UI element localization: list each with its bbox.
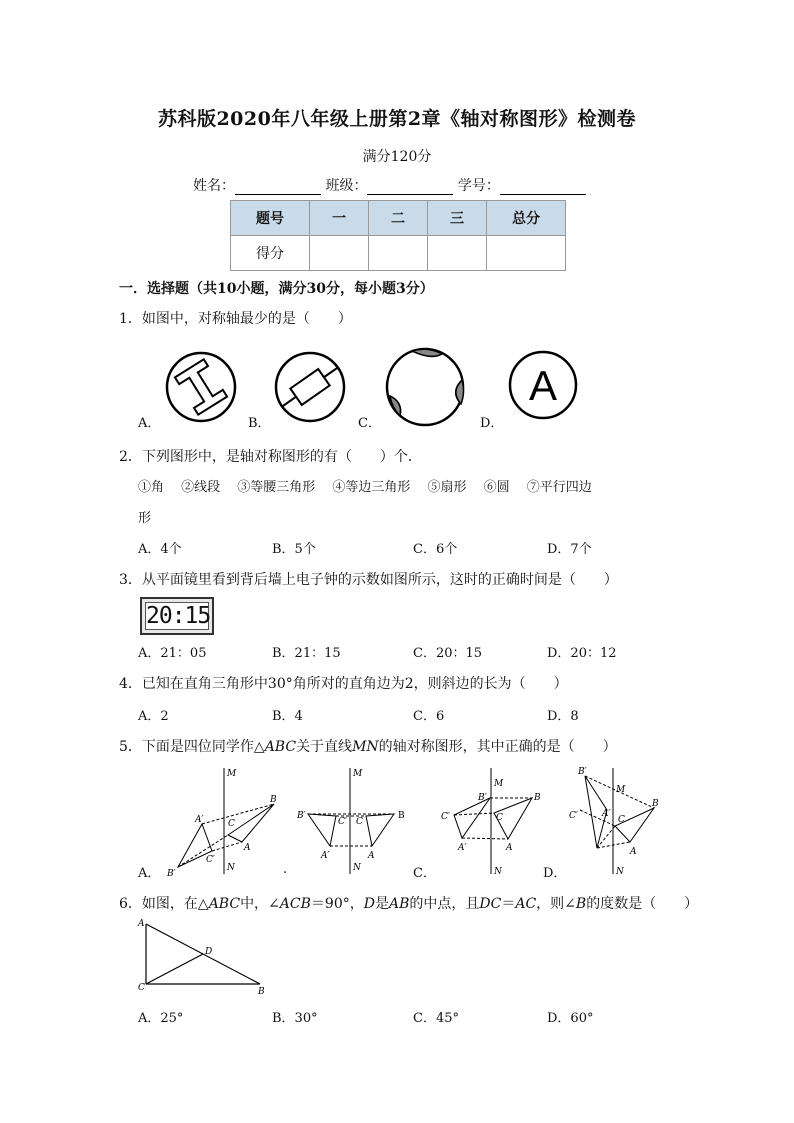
q2-option-b: B．5个 <box>272 542 316 557</box>
q6-text-b: B <box>575 896 587 912</box>
q5a-b: B <box>270 795 277 805</box>
q1-figure-b <box>276 353 344 421</box>
q1-label-c: C． <box>358 416 381 431</box>
q5-text-mn: MN <box>352 739 379 755</box>
q4-option-b: B．4 <box>272 709 303 724</box>
q4-option-a: A．2 <box>138 709 169 724</box>
q5-label-a: A． <box>138 866 161 881</box>
q6-text-dc: DC <box>479 896 502 912</box>
q5d-c1: C′ <box>569 811 578 821</box>
q5-figure-d <box>580 768 654 874</box>
q6-point-d: D <box>205 947 213 957</box>
q1-figure-c <box>387 349 463 425</box>
q5a-c1: C′ <box>206 855 215 865</box>
q5d-c: C <box>618 815 625 825</box>
q5b-b1: B′ <box>297 811 306 821</box>
q5c-a: A <box>506 843 513 853</box>
q2-option-c: C．6个 <box>413 542 458 557</box>
digital-clock <box>140 597 214 635</box>
section-heading: 一．选择题（共10小题，满分30分，每小题3分） <box>119 281 434 297</box>
q1-figure-d <box>510 352 576 418</box>
q5-text <box>119 736 617 756</box>
q6-point-a: A <box>138 919 145 929</box>
q5d-n: N <box>616 867 624 877</box>
q5c-a1: A′ <box>458 843 467 853</box>
q6-point-b: B <box>258 987 265 997</box>
q4-option-d: D．8 <box>547 709 579 724</box>
q5c-b: B <box>534 793 541 803</box>
q5d-a1: A′ <box>602 809 611 819</box>
q6-text-ac: AC <box>515 896 537 912</box>
q6-text-part: 的中点，且 <box>409 896 480 912</box>
q5-text-part: 5．下面是四位同学作△ <box>119 739 265 755</box>
q6-option-c: C．45° <box>413 1011 459 1026</box>
q6-text-acb: ACB <box>279 896 311 912</box>
class-blank[interactable] <box>367 180 453 195</box>
q2-items-cont: 形 <box>138 511 152 526</box>
q5a-b1: B′ <box>167 869 176 879</box>
page-title: 苏科版2020年八年级上册第2章《轴对称图形》检测卷 <box>157 108 637 130</box>
q5b-m: M <box>353 769 363 779</box>
score-cell[interactable] <box>487 236 566 271</box>
q2-items: ①角 ②线段 ③等腰三角形 ④等边三角形 ⑤扇形 ⑥圆 ⑦平行四边 <box>138 480 592 495</box>
q6-text-part: ＝90°， <box>310 896 364 912</box>
q3-text: 3．从平面镜里看到背后墙上电子钟的示数如图所示，这时的正确时间是（ ） <box>119 572 618 588</box>
q6-text-part: ，则∠ <box>536 896 576 912</box>
q5b-a: A <box>368 851 375 861</box>
q5b-b: B <box>398 811 405 821</box>
q6-option-d: D．60° <box>547 1011 594 1026</box>
q3-option-b: B．21：15 <box>272 646 341 661</box>
q5-label-c: C． <box>413 866 436 881</box>
id-blank[interactable] <box>500 180 586 195</box>
q3-option-a: A．21：05 <box>138 646 207 661</box>
q5d-m: M <box>616 785 626 795</box>
q5-label-d: D． <box>543 866 567 881</box>
q5a-m: M <box>227 769 237 779</box>
header-cell: 总分 <box>487 201 566 236</box>
id-label: 学号： <box>457 178 500 194</box>
q5-text-part: 的轴对称图形，其中正确的是（ ） <box>378 739 617 755</box>
q5-figure-c <box>454 768 532 874</box>
q5a-c: C <box>228 819 235 829</box>
name-blank[interactable] <box>235 180 321 195</box>
q1-text: 1．如图中，对称轴最少的是（ ） <box>119 311 352 327</box>
name-label: 姓名： <box>193 178 235 194</box>
q5-text-abc: ABC <box>264 739 297 755</box>
score-cell[interactable] <box>428 236 487 271</box>
q5a-a: A <box>244 843 251 853</box>
q4-option-c: C．6 <box>413 709 445 724</box>
header-cell: 二 <box>369 201 428 236</box>
score-cell[interactable] <box>310 236 369 271</box>
q6-text-part: 6．如图，在△ <box>119 896 209 912</box>
q6-text <box>119 893 698 913</box>
score-table <box>230 200 566 271</box>
header-cell: 三 <box>428 201 487 236</box>
q6-option-a: A．25° <box>138 1011 184 1026</box>
q3-option-c: C．20：15 <box>413 646 483 661</box>
q6-text-d: D <box>363 896 375 912</box>
score-row-label: 得分 <box>231 236 310 271</box>
q5c-m: M <box>494 779 504 789</box>
q5b-a1: A′ <box>321 851 330 861</box>
q5a-n: N <box>227 863 235 873</box>
q5-figure-a <box>178 768 274 874</box>
q5d-a: A <box>630 847 637 857</box>
q1-label-b: B． <box>248 416 271 431</box>
class-label: 班级： <box>325 178 368 194</box>
q4-text: 4．已知在直角三角形中30°角所对的直角边为2，则斜边的长为（ ） <box>119 676 568 692</box>
q5b-c: C <box>356 817 363 827</box>
q3-option-d: D．20：12 <box>547 646 617 661</box>
q6-text-part: 中，∠ <box>240 896 280 912</box>
header-cell: 题号 <box>231 201 310 236</box>
full-score: 满分120分 <box>362 149 432 165</box>
q6-option-b: B．30° <box>272 1011 318 1026</box>
q5c-c: C <box>496 813 503 823</box>
header-cell: 一 <box>310 201 369 236</box>
q5a-a1: A′ <box>195 815 204 825</box>
q2-option-d: D．7个 <box>547 542 592 557</box>
score-row <box>231 236 566 271</box>
q5c-c1: C′ <box>441 812 450 822</box>
q5b-c1: C′ <box>338 817 347 827</box>
student-info <box>193 175 586 195</box>
q6-text-part: 是 <box>374 896 389 912</box>
q6-point-c: C <box>138 983 145 993</box>
q5c-b1: B′ <box>478 793 487 803</box>
q6-figure <box>132 914 277 1000</box>
score-table-header <box>231 201 566 236</box>
q6-triangle <box>146 924 260 984</box>
q5-label-b: . <box>283 862 288 877</box>
q1-label-d: D． <box>480 416 504 431</box>
q5d-b1: B′ <box>578 767 587 777</box>
q6-text-abc: ABC <box>208 896 241 912</box>
score-cell[interactable] <box>369 236 428 271</box>
q5b-n: N <box>353 863 361 873</box>
q2-text: 2．下列图形中，是轴对称图形的有（ ）个． <box>119 449 422 465</box>
q6-text-ab: AB <box>388 896 410 912</box>
q5-text-part: 关于直线 <box>296 739 353 755</box>
q2-option-a: A．4个 <box>138 542 182 557</box>
q6-text-part: ＝ <box>501 896 516 912</box>
q1-figure-a <box>167 353 235 421</box>
q5c-n: N <box>494 867 502 877</box>
clock-display: 20:15 <box>146 603 211 629</box>
q1-label-a: A． <box>138 416 161 431</box>
q5d-b: B <box>652 799 659 809</box>
q1-letter: A <box>528 362 558 409</box>
q6-text-part: 的度数是（ ） <box>586 896 699 912</box>
